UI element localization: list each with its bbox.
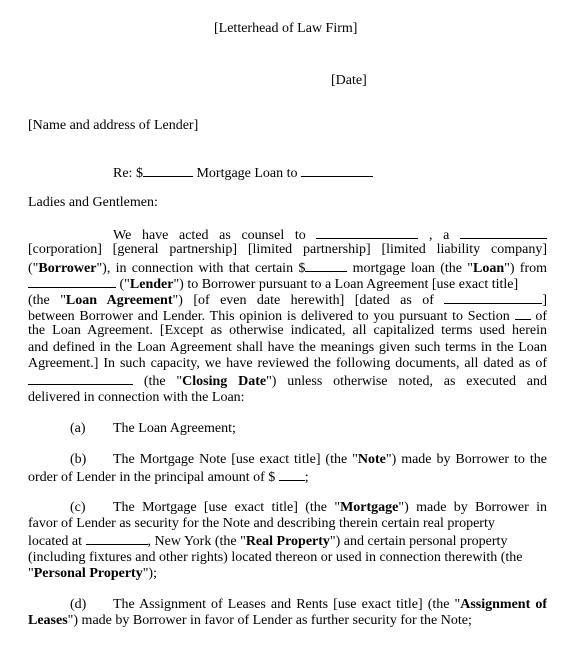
intro-line-10: (the "Closing Date") unless otherwise noted, as executed and <box>28 372 547 388</box>
intro-line-6: between Borrower and Lender. This opinion is delivered to you pursuant to Section of <box>28 309 547 323</box>
entity-blank <box>460 226 547 239</box>
location-blank <box>86 532 148 545</box>
amount-blank <box>143 164 193 177</box>
principal-blank <box>279 468 305 481</box>
dated-blank <box>444 291 542 304</box>
intro-line-8: and defined in the Loan Agreement shall have the meanings given such terms in the Loan <box>28 340 547 355</box>
item-b-line-2: order of Lender in the principal amount of $ ; <box>28 470 309 485</box>
intro-line-7: the Loan Agreement. [Except as otherwise indicated, all capitalized terms used herein <box>28 323 547 338</box>
section-blank <box>515 307 531 320</box>
re-middle: Mortgage Loan to <box>196 166 298 181</box>
letterhead: [Letterhead of Law Firm] <box>214 21 358 36</box>
date-line: [Date] <box>331 73 367 88</box>
lender-name-blank <box>28 275 116 288</box>
lender-address: [Name and address of Lender] <box>28 118 199 133</box>
borrower-blank <box>301 164 373 177</box>
item-c-line-3: located at , New York (the "Real Property") and certain personal property <box>28 534 508 549</box>
item-a-text: The Loan Agreement; <box>113 421 236 436</box>
item-c-line-1: The Mortgage [use exact title] (the "Mortgage") made by Borrower in <box>113 500 547 515</box>
closing-date-blank <box>28 372 133 385</box>
intro-line-2: [corporation] [general partnership] [limited partnership] [limited liability company] <box>28 242 547 257</box>
intro-line-1: We have acted as counsel to , a <box>113 226 547 242</box>
item-b-label: (b) <box>70 452 87 467</box>
item-a-label: (a) <box>70 421 86 436</box>
item-d-label: (d) <box>70 597 87 612</box>
counsel-blank <box>316 226 418 239</box>
intro-line-11: delivered in connection with the Loan: <box>28 390 245 405</box>
re-prefix: Re: $ <box>113 166 143 181</box>
intro-line-9: Agreement.] In such capacity, we have reviewed the following documents, all dated as of <box>28 356 547 371</box>
item-d-line-2: Leases") made by Borrower in favor of Lender as further security for the Note; <box>28 613 472 628</box>
loan-amount-blank <box>305 259 347 272</box>
re-line <box>113 164 373 182</box>
intro-line-4: ("Lender") to Borrower pursuant to a Loan Agreement [use exact title] <box>28 275 518 293</box>
item-c-line-4: (including fixtures and other rights) located thereon or used in connection therewith (the <box>28 550 523 565</box>
intro-line-5: (the "Loan Agreement") [of even date herewith] [dated as of ] <box>28 293 547 307</box>
item-c-line-5: "Personal Property"); <box>28 566 157 581</box>
item-d-line-1: The Assignment of Leases and Rents [use exact title] (the "Assignment of <box>113 597 547 612</box>
salutation: Ladies and Gentlemen: <box>28 195 158 210</box>
item-c-line-2: favor of Lender as security for the Note and describing therein certain real property <box>28 516 495 531</box>
item-c-label: (c) <box>70 500 86 515</box>
item-b-line-1: The Mortgage Note [use exact title] (the "Note") made by Borrower to the <box>113 452 547 467</box>
intro-line-3: ("Borrower"), in connection with that certain $ mortgage loan (the "Loan") from <box>28 261 547 275</box>
